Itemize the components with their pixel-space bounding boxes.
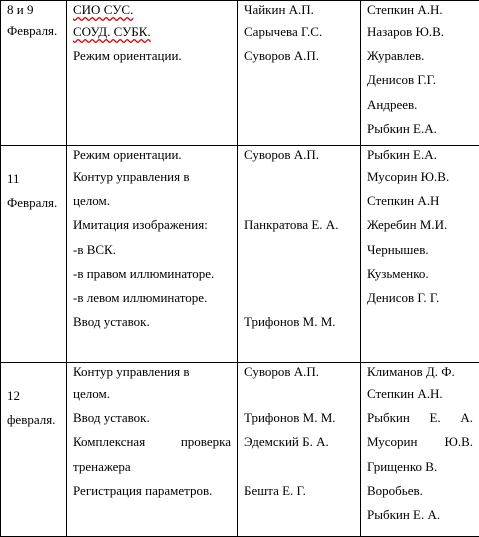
name-part: Ю.В. xyxy=(444,430,473,454)
date-text: 12 xyxy=(7,384,60,408)
task-text: -в левом иллюминаторе. xyxy=(73,286,231,310)
task-text: целом. xyxy=(73,382,231,406)
person-name: Рыбкин Е.А. xyxy=(367,117,473,141)
person-name-justified xyxy=(367,430,473,454)
person-name: Суворов А.П. xyxy=(244,364,354,382)
task-text: Режим ориентации. xyxy=(73,44,231,68)
person-name: Бешта Е. Г. xyxy=(244,479,354,503)
tasks-cell xyxy=(67,363,238,537)
person-name: Денисов Г.Г. xyxy=(367,68,473,92)
date-text: февраля. xyxy=(7,408,60,432)
task-text: -в правом иллюминаторе. xyxy=(73,262,231,286)
task-text: СОУД. СУБК. xyxy=(73,20,231,44)
task-text: -в ВСК. xyxy=(73,238,231,262)
task-text: Контур управления в xyxy=(73,165,231,189)
person-name: Воробьев. xyxy=(367,479,473,503)
name-part: Мусорин xyxy=(367,430,417,454)
person-name: Жеребин М.И. xyxy=(367,213,473,237)
name-part: Рыбкин xyxy=(367,406,410,430)
person-name: Трифонов М. М. xyxy=(244,406,354,430)
person-name: Рыбкин Е. А. xyxy=(367,503,473,527)
responsible-cell xyxy=(238,363,361,537)
tasks-cell xyxy=(67,1,238,146)
date-text: Февраля. xyxy=(7,20,60,44)
crew-cell xyxy=(361,146,479,363)
person-name: Климанов Д. Ф. xyxy=(367,364,473,382)
task-word: проверка xyxy=(181,430,231,454)
responsible-cell xyxy=(238,146,361,363)
person-name: Сарычева Г.С. xyxy=(244,20,354,44)
task-text: Контур управления в xyxy=(73,364,231,382)
person-name: Степкин А.Н. xyxy=(367,382,473,406)
date-cell xyxy=(1,146,67,363)
tasks-cell xyxy=(67,146,238,363)
person-name: Грищенко В. xyxy=(367,455,473,479)
table-row xyxy=(1,1,479,146)
person-name: Эдемский Б. А. xyxy=(244,430,354,454)
person-name: Суворов А.П. xyxy=(244,44,354,68)
date-text: 8 и 9 xyxy=(7,2,60,20)
responsible-cell xyxy=(238,1,361,146)
person-name: Андреев. xyxy=(367,93,473,117)
date-cell xyxy=(1,1,67,146)
name-part: Е. xyxy=(429,406,440,430)
person-name: Назаров Ю.В. xyxy=(367,20,473,44)
task-text: Ввод уставок. xyxy=(73,310,231,334)
table-row xyxy=(1,363,479,537)
task-text: Режим ориентации. xyxy=(73,147,231,165)
person-name: Чайкин А.П. xyxy=(244,2,354,20)
task-text: Регистрация параметров. xyxy=(73,479,231,503)
task-text: Ввод уставок. xyxy=(73,406,231,430)
person-name: Степкин А.Н xyxy=(367,189,473,213)
person-name: Рыбкин Е.А. xyxy=(367,147,473,165)
task-text: тренажера xyxy=(73,455,231,479)
name-part: А. xyxy=(460,406,473,430)
person-name: Чернышев. xyxy=(367,238,473,262)
person-name: Трифонов М. М. xyxy=(244,310,354,334)
table-row xyxy=(1,146,479,363)
crew-cell xyxy=(361,1,479,146)
date-text: Февраля. xyxy=(7,191,60,215)
task-text: целом. xyxy=(73,189,231,213)
person-name: Степкин А.Н. xyxy=(367,2,473,20)
task-text-justified xyxy=(73,430,231,454)
crew-cell xyxy=(361,363,479,537)
date-cell xyxy=(1,363,67,537)
person-name: Панкратова Е. А. xyxy=(244,213,354,237)
person-name: Денисов Г. Г. xyxy=(367,286,473,310)
person-name-justified xyxy=(367,406,473,430)
person-name: Журавлев. xyxy=(367,44,473,68)
person-name: Кузьменко. xyxy=(367,262,473,286)
task-word: Комплексная xyxy=(73,430,145,454)
task-text: СИО СУС. xyxy=(73,2,231,20)
person-name: Суворов А.П. xyxy=(244,147,354,165)
date-text: 11 xyxy=(7,167,60,191)
person-name: Мусорин Ю.В. xyxy=(367,165,473,189)
task-text: Имитация изображения: xyxy=(73,213,231,237)
